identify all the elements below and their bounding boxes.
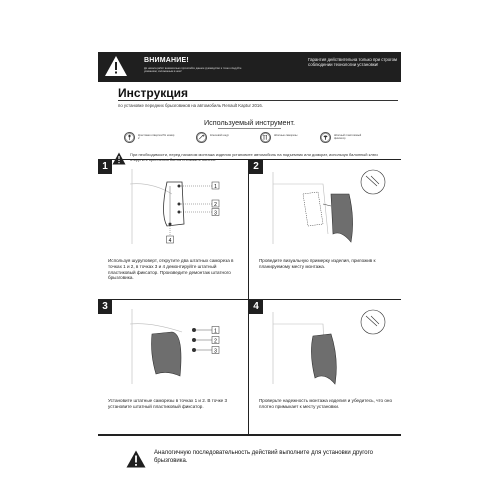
tool-item bbox=[260, 132, 320, 146]
tool-label: Ключевой шнур bbox=[210, 134, 229, 137]
preparation-note: При необходимости, перед началом монтажа изделия установите автомобиль на подъемник или домкрат, используя балонный ключ bbox=[130, 152, 378, 157]
step-3 bbox=[98, 300, 249, 435]
step-illustration bbox=[263, 164, 393, 250]
footer-divider bbox=[98, 435, 401, 436]
callout-label: 1 bbox=[214, 328, 217, 335]
tool-item bbox=[124, 132, 184, 146]
footer-note: Аналогичную последовательность действий выполните для установки другого брызговика. bbox=[154, 450, 374, 464]
step-number: 3 bbox=[98, 300, 112, 314]
callout-label: 4 bbox=[168, 238, 172, 244]
clip-icon bbox=[320, 132, 331, 143]
step-4 bbox=[249, 300, 401, 435]
screwdriver-icon bbox=[124, 132, 135, 143]
screws-icon bbox=[260, 132, 271, 143]
step-description: Проведите визуальную примерку изделия, приложив к планируемому месту монтажа. bbox=[259, 258, 376, 269]
tool-label: Штатный пластиковый фиксатор bbox=[334, 134, 362, 141]
callout-label: 2 bbox=[214, 338, 217, 345]
page-title: Инструкция bbox=[118, 86, 189, 100]
step-number: 4 bbox=[249, 300, 263, 314]
step-description: Проверьте надежность монтажа изделия и убедитесь, что оно плотно примыкает к месту установки. bbox=[259, 398, 393, 409]
step-description: Используя шуруповерт, открутите два штатных самореза в точках 1 и 2, в точках 3 и 4 демонтируйте штатный пластиковый фиксатор. Произведите демонтаж штатного брызговика. bbox=[108, 258, 234, 281]
tool-label: Штатные саморезы bbox=[274, 134, 298, 137]
tools-heading: Используемый инструмент. bbox=[204, 118, 295, 127]
step-description: Установите штатные саморезы в точках 1 и 2. В точке 3 установите штатный пластиковый фиксатор. bbox=[108, 398, 228, 409]
warning-header bbox=[98, 52, 401, 82]
warning-icon bbox=[104, 55, 128, 77]
page-subtitle: по установке передних брызговиков на автомобиль Renault Kaptur 2016. bbox=[118, 103, 263, 108]
warranty-note: Гарантия действительна только при строгом соблюдении технологии установки! bbox=[308, 57, 397, 68]
tool-label: Крестовая отвертка PH номер 2 bbox=[138, 134, 175, 141]
warning-icon bbox=[126, 450, 146, 468]
step-number: 2 bbox=[249, 160, 263, 174]
tool-item bbox=[196, 132, 256, 146]
callout-label: 1 bbox=[214, 184, 217, 190]
step-illustration bbox=[263, 304, 393, 390]
callout-label: 2 bbox=[214, 202, 217, 208]
title-divider bbox=[118, 100, 398, 101]
key-icon bbox=[196, 132, 207, 143]
instruction-sheet bbox=[98, 52, 401, 482]
callout-label: 3 bbox=[214, 210, 217, 217]
tool-item bbox=[320, 132, 390, 146]
step-2 bbox=[249, 160, 401, 300]
tools-divider bbox=[218, 128, 281, 129]
step-illustration bbox=[112, 304, 242, 390]
step-illustration bbox=[112, 164, 242, 250]
step-1 bbox=[98, 160, 249, 300]
callout-label: 3 bbox=[214, 348, 217, 355]
step-number: 1 bbox=[98, 160, 112, 174]
warning-subtext: До начала работ внимательно прочитайте данное руководство и точно следуйте указаниям, изложенным в нем! bbox=[144, 67, 242, 74]
warning-title: ВНИМАНИЕ! bbox=[144, 57, 189, 64]
